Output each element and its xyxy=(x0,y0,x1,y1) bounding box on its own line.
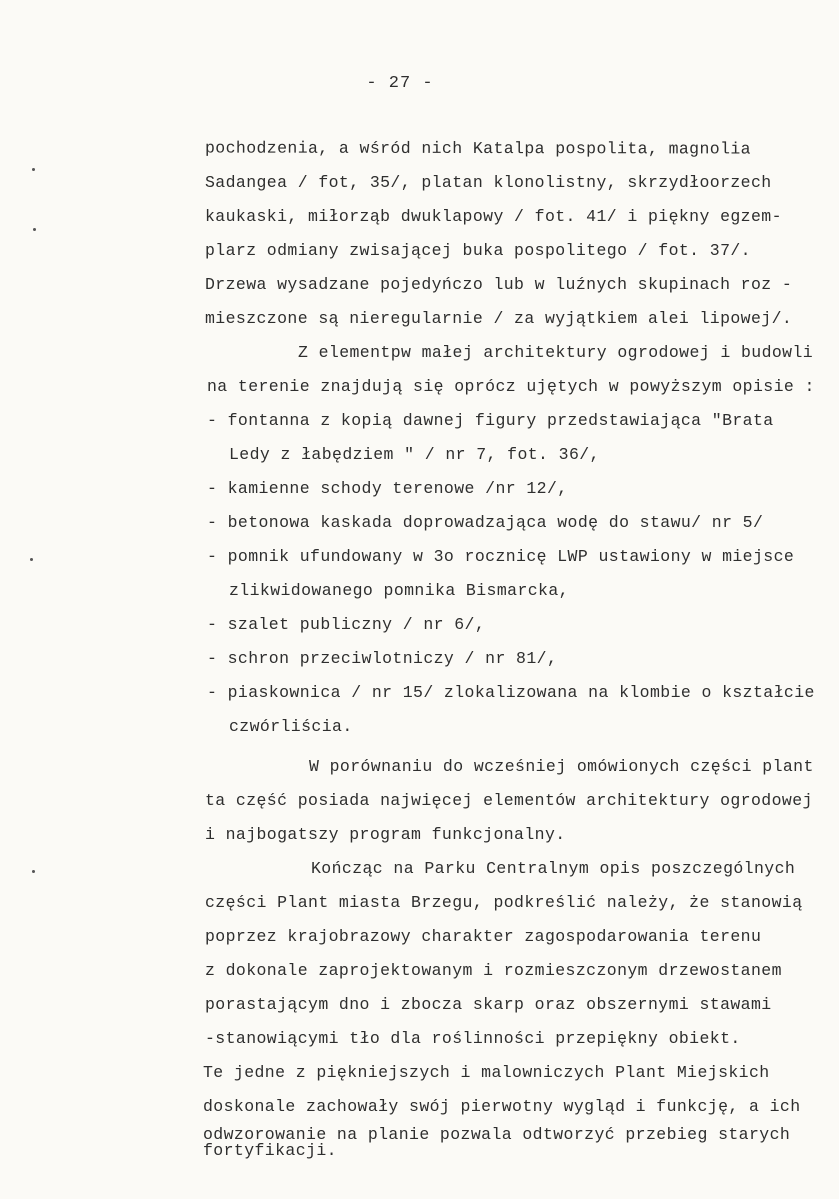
text-line: -stanowiącymi tło dla roślinności przepiękny obiekt. xyxy=(205,1029,741,1048)
text-line: porastającym dno i zbocza skarp oraz obszernymi stawami xyxy=(205,995,772,1014)
text-line: i najbogatszy program funkcjonalny. xyxy=(205,825,566,844)
margin-speck xyxy=(32,870,35,873)
text-line: plarz odmiany zwisającej buka pospolitego / fot. 37/. xyxy=(205,241,751,260)
text-line: części Plant miasta Brzegu, podkreślić należy, że stanowią xyxy=(205,893,803,912)
margin-speck xyxy=(32,168,35,171)
text-line: - schron przeciwlotniczy / nr 81/, xyxy=(207,649,558,668)
text-line: mieszczone są nieregularnie / za wyjątkiem alei lipowej/. xyxy=(205,309,793,328)
text-line: pochodzenia, a wśród nich Katalpa pospolita, magnolia xyxy=(204,138,752,159)
text-line: Z elementpw małej architektury ogrodowej i budowli xyxy=(298,343,814,362)
margin-speck xyxy=(33,228,36,231)
text-line: Ledy z łabędziem " / nr 7, fot. 36/, xyxy=(229,445,600,464)
text-line: - betonowa kaskada doprowadzająca wodę do stawu/ nr 5/ xyxy=(207,513,764,532)
text-line: odwzorowanie na planie pozwala odtworzyć przebieg starych xyxy=(203,1125,791,1144)
text-line: Sadangea / fot, 35/, platan klonolistny, skrzydłoorzech xyxy=(205,173,772,192)
text-line: - fontanna z kopią dawnej figury przedstawiająca "Brata xyxy=(207,411,774,430)
page-number: - 27 - xyxy=(366,74,434,93)
text-line: ta część posiada najwięcej elementów architektury ogrodowej xyxy=(205,791,813,810)
text-line: Kończąc na Parku Centralnym opis poszczególnych xyxy=(311,859,796,878)
text-line: - szalet publiczny / nr 6/, xyxy=(207,615,486,634)
text-line: czwórliścia. xyxy=(229,717,353,736)
text-line: doskonale zachowały swój pierwotny wygląd i funkcję, a ich xyxy=(203,1097,801,1116)
text-line: Te jedne z piękniejszych i malowniczych Plant Miejskich xyxy=(203,1063,770,1082)
text-line: z dokonale zaprojektowanym i rozmieszczonym drzewostanem xyxy=(205,961,782,980)
text-line: kaukaski, miłorząb dwuklapowy / fot. 41/ i piękny egzem- xyxy=(205,207,782,226)
margin-speck xyxy=(30,558,33,561)
text-line: poprzez krajobrazowy charakter zagospodarowania terenu xyxy=(205,927,762,946)
text-line: zlikwidowanego pomnika Bismarcka, xyxy=(229,581,569,600)
text-line: W porównaniu do wcześniej omówionych części plant xyxy=(309,757,814,776)
text-line: na terenie znajdują się oprócz ujętych w powyższym opisie : xyxy=(207,377,815,396)
text-line: - kamienne schody terenowe /nr 12/, xyxy=(207,479,568,498)
text-line: - pomnik ufundowany w 3o rocznicę LWP ustawiony w miejsce xyxy=(207,547,795,566)
text-line: Drzewa wysadzane pojedyńczo lub w luźnych skupinach roz - xyxy=(205,275,793,294)
text-line: - piaskownica / nr 15/ zlokalizowana na klombie o kształcie xyxy=(207,683,815,702)
text-line: fortyfikacji. xyxy=(203,1141,337,1160)
